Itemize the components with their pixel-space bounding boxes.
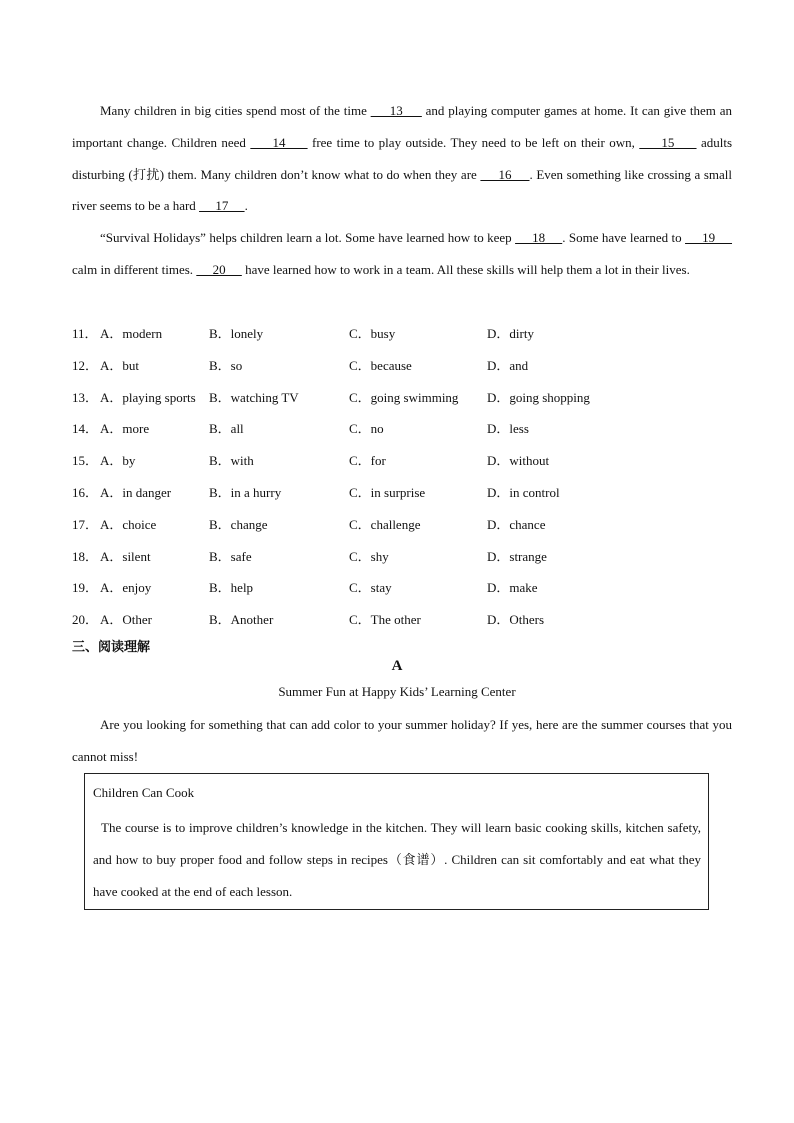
- blank-20: 20: [196, 261, 242, 277]
- option-b: B．all: [209, 421, 244, 437]
- option-a: A．choice: [100, 516, 157, 532]
- passage-text: adults disturbing (打扰) them. Many children don’t know what to do when they are: [72, 134, 733, 182]
- option-d: D．and: [487, 357, 529, 373]
- course-title: Children Can Cook: [93, 785, 195, 800]
- option-b: B．with: [209, 453, 254, 469]
- passage-text: have learned how to work in a team. All these skills will help them a lot in their lives.: [241, 261, 690, 277]
- question-row: [72, 578, 732, 598]
- option-c: C．for: [349, 453, 386, 469]
- question-row: [72, 515, 732, 535]
- option-a: A．modern: [100, 326, 163, 341]
- option-d: D．going shopping: [487, 389, 590, 405]
- passage-text: calm in different times.: [72, 261, 197, 277]
- option-b: B．watching TV: [209, 389, 299, 405]
- option-d: D．without: [487, 453, 550, 469]
- option-b: B．in a hurry: [209, 485, 282, 500]
- option-b: B．change: [209, 516, 268, 532]
- passage-text: free time to play outside. They need to be left on their own,: [307, 134, 640, 150]
- question-number: 11．: [72, 326, 98, 341]
- question-number: 19．: [72, 580, 99, 596]
- course-box: [84, 773, 709, 910]
- option-d: D．chance: [487, 516, 546, 532]
- question-number: 13．: [72, 389, 99, 405]
- option-a: A．silent: [100, 548, 151, 564]
- option-a: A．enjoy: [100, 580, 152, 596]
- question-row: [72, 451, 732, 471]
- option-c: C．in surprise: [349, 485, 426, 500]
- option-b: B．Another: [209, 612, 274, 628]
- question-row: [72, 419, 732, 439]
- option-c: C．no: [349, 421, 384, 437]
- option-a: A．by: [100, 453, 136, 469]
- question-row: [72, 388, 732, 408]
- passage-title: Summer Fun at Happy Kids’ Learning Center: [278, 684, 516, 699]
- passage-text: and playing computer games at home. It can give them an important change. Children need: [72, 103, 733, 150]
- passage-paragraph-1: [72, 95, 732, 222]
- question-row: [72, 356, 732, 376]
- option-c: C．going swimming: [349, 389, 459, 405]
- option-b: B．so: [209, 357, 243, 373]
- blank-15: 15: [639, 134, 697, 150]
- question-number: 16．: [72, 485, 99, 500]
- option-a: A．in danger: [100, 485, 172, 500]
- question-number: 18．: [72, 548, 99, 564]
- option-d: D．dirty: [487, 326, 534, 341]
- passage-text: . Even something like crossing a small river seems to be a hard: [72, 166, 733, 214]
- passage-text: “Survival Holidays” helps children learn a lot. Some have learned how to keep: [100, 230, 516, 245]
- option-c: C．shy: [349, 548, 389, 564]
- option-a: A．playing sports: [100, 389, 196, 405]
- option-c: C．challenge: [349, 516, 421, 532]
- blank-17: 17: [199, 198, 245, 214]
- option-c: C．The other: [349, 612, 421, 628]
- option-d: D．in control: [487, 485, 560, 500]
- question-number: 12．: [72, 357, 99, 373]
- option-d: D．strange: [487, 548, 547, 564]
- blank-19: 19: [685, 230, 733, 245]
- option-a: A．Other: [100, 612, 152, 628]
- question-number: 17．: [72, 516, 99, 532]
- option-c: C．because: [349, 357, 412, 373]
- passage-letter: A: [391, 658, 403, 674]
- question-number: 14．: [72, 421, 99, 437]
- course-description: The course is to improve children’s knowledge in the kitchen. They will learn basic cooking skills, kitchen safety, and how to buy proper food and follow steps in recipes（食谱）. Children can sit comfortably and eat what they have cooked at the end of each lesson.: [93, 820, 701, 899]
- passage-text: . Some have learned to: [562, 230, 686, 245]
- question-row: [72, 324, 732, 344]
- option-c: C．stay: [349, 580, 392, 596]
- blank-13: 13: [370, 103, 422, 118]
- passage-text: .: [244, 198, 248, 214]
- option-d: D．less: [487, 421, 529, 437]
- blank-16: 16: [480, 166, 530, 182]
- blank-14: 14: [250, 134, 308, 150]
- question-number: 20．: [72, 612, 99, 628]
- option-b: B．safe: [209, 548, 252, 564]
- question-row: [72, 610, 732, 630]
- passage-paragraph-2: [72, 222, 732, 286]
- question-number: 15．: [72, 453, 99, 469]
- option-a: A．more: [100, 421, 150, 437]
- blank-18: 18: [515, 230, 563, 245]
- option-c: C．busy: [349, 326, 396, 341]
- option-b: B．lonely: [209, 326, 264, 341]
- option-a: A．but: [100, 357, 140, 373]
- passage-intro: Are you looking for something that can add color to your summer holiday? If yes, here are the summer courses that you cannot miss!: [72, 717, 732, 764]
- section-heading: 三、阅读理解: [72, 640, 151, 655]
- passage-text: Many children in big cities spend most of the time: [100, 103, 371, 118]
- option-d: D．Others: [487, 612, 545, 628]
- option-b: B．help: [209, 580, 254, 596]
- option-d: D．make: [487, 580, 538, 596]
- question-row: [72, 483, 732, 503]
- question-row: [72, 547, 732, 567]
